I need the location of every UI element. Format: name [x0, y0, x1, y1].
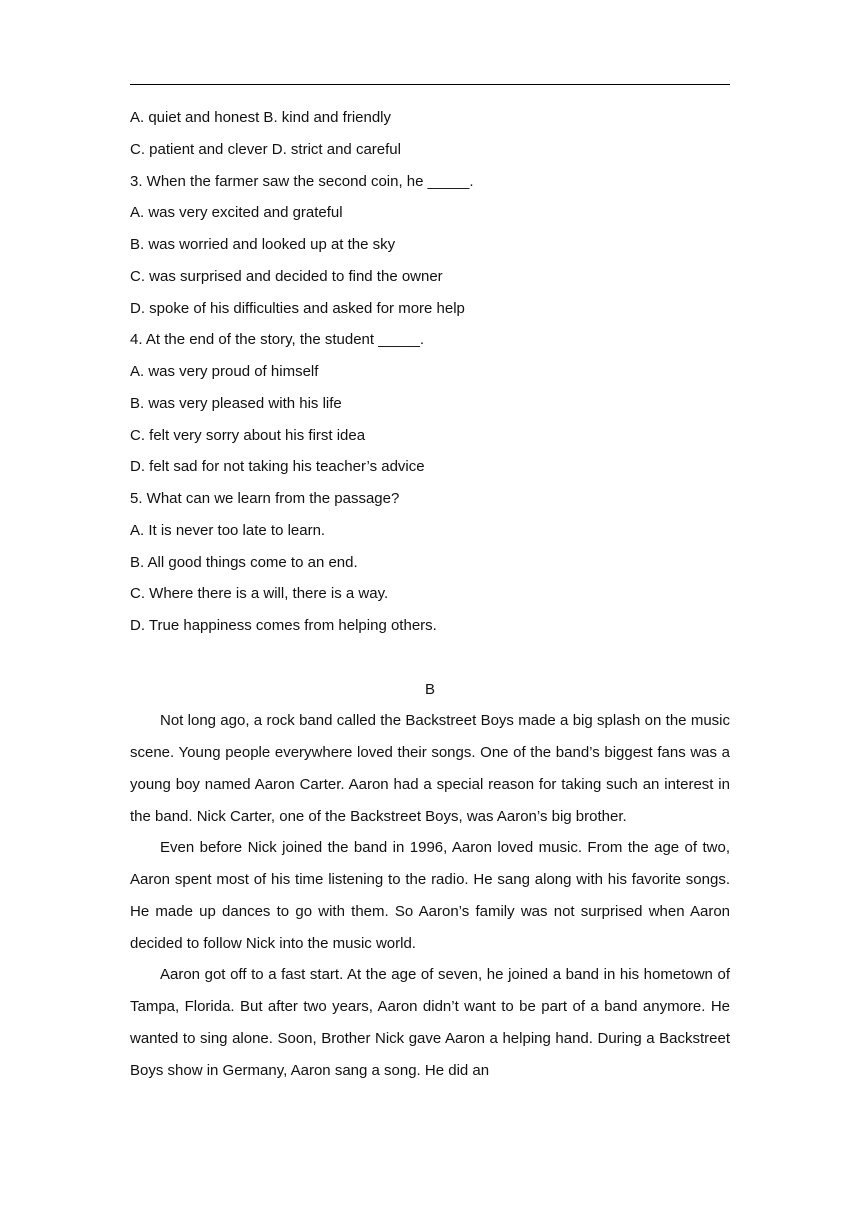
section-spacer — [130, 642, 730, 674]
page-content — [130, 102, 730, 1086]
header-rule — [130, 84, 730, 85]
question-line: A. was very proud of himself — [130, 363, 319, 380]
question-line: D. felt sad for not taking his teacher’s advice — [130, 458, 425, 476]
question-line: A. It is never too late to learn. — [130, 521, 326, 539]
passage-paragraph: Not long ago, a rock band called the Backstreet Boys made a big splash on the music scene. Young people everywhere loved their songs. One of the band’s biggest fans was a young boy named Aaron Carter. Aaron had a special reason for taking such an interest in the band. Nick Carter, one of the Backstreet Boys, was Aaron’s big brother. — [130, 712, 730, 825]
question-line: C. Where there is a will, there is a way. — [130, 585, 389, 603]
section-title: B — [424, 680, 435, 698]
question-line: B. All good things come to an end. — [130, 553, 358, 571]
question-line: C. was surprised and decided to find the owner — [130, 267, 443, 285]
question-line: D. True happiness comes from helping others. — [130, 617, 437, 634]
question-line: A. quiet and honest B. kind and friendly — [130, 109, 392, 126]
question-line: A. was very excited and grateful — [130, 204, 343, 222]
question-line: D. spoke of his difficulties and asked for more help — [130, 299, 465, 317]
question-line: C. felt very sorry about his first idea — [130, 426, 366, 444]
question-line: 4. At the end of the story, the student _____. — [130, 331, 425, 349]
passage-paragraph: Even before Nick joined the band in 1996, Aaron loved music. From the age of two, Aaron spent most of his time listening to the radio. He sang along with his favorite songs. He made up dances to go with them. So Aaron’s family was not surprised when Aaron decided to follow Nick into the music world. — [130, 839, 730, 952]
question-line: 5. What can we learn from the passage? — [130, 490, 400, 507]
question-line: 3. When the farmer saw the second coin, he _____. — [130, 172, 474, 190]
question-line: B. was very pleased with his life — [130, 394, 342, 412]
passage-paragraph: Aaron got off to a fast start. At the age of seven, he joined a band in his hometown of Tampa, Florida. But after two years, Aaron didn’t want to be part of a band anymore. He wanted to sing alone. Soon, Brother Nick gave Aaron a helping hand. During a Backstreet Boys show in Germany, Aaron sang a song. He did an — [130, 966, 730, 1079]
question-line: C. patient and clever D. strict and careful — [130, 140, 401, 158]
question-line: B. was worried and looked up at the sky — [130, 236, 396, 253]
